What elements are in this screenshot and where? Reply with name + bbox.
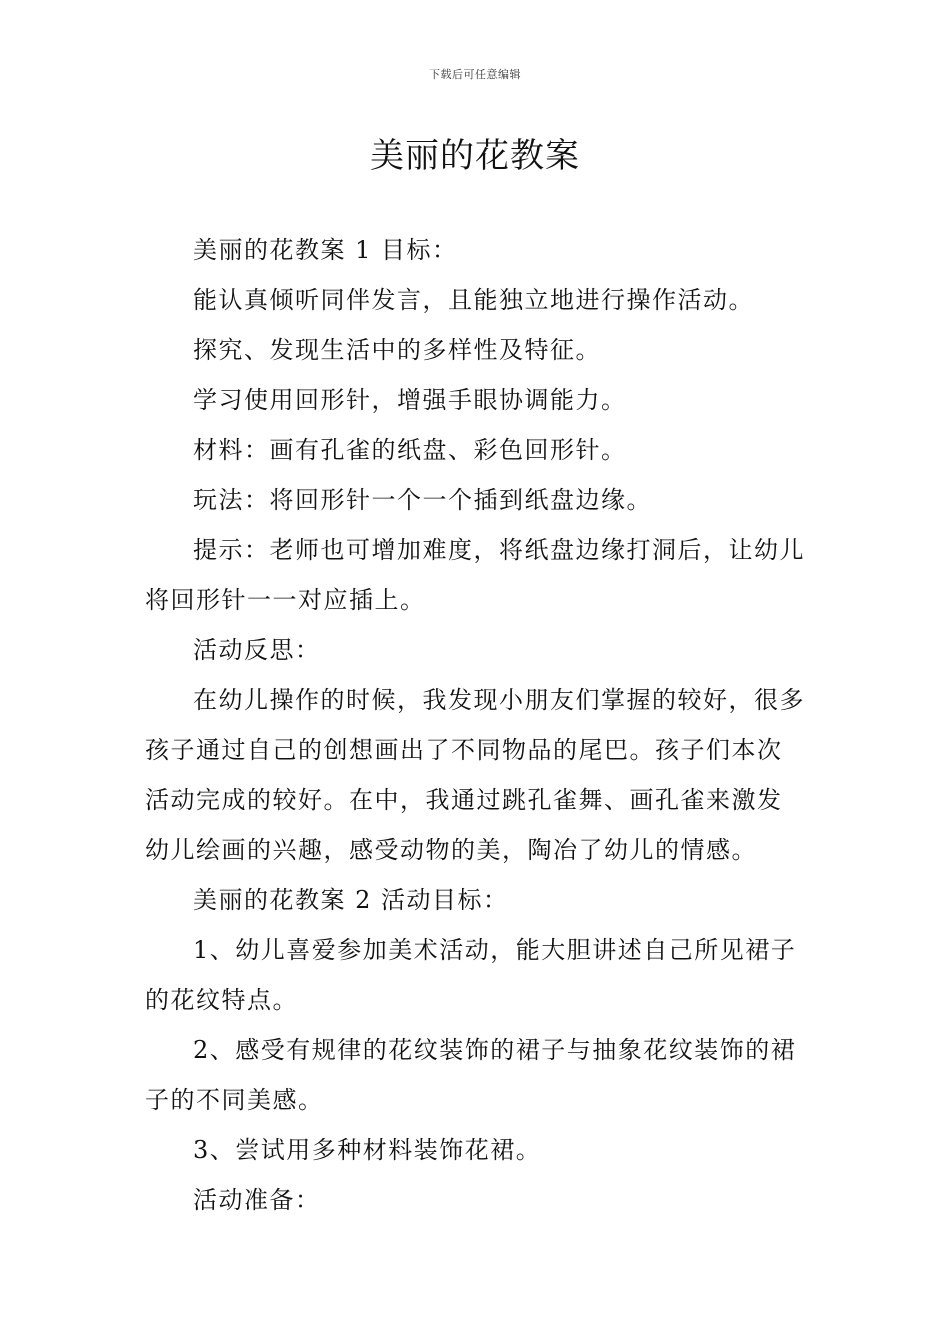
paragraph-goal-3: 3、尝试用多种材料装饰花裙。 — [193, 1136, 542, 1164]
paragraph-materials: 材料：画有孔雀的纸盘、彩色回形针。 — [193, 436, 627, 464]
paragraph-lesson2-goal-heading: 美丽的花教案 2 活动目标： — [193, 886, 509, 914]
document-title: 美丽的花教案 — [370, 136, 580, 176]
paragraph-tip: 提示：老师也可增加难度，将纸盘边缘打洞后，让幼儿将回形针一一对应插上。 — [145, 536, 805, 614]
document-body — [145, 225, 807, 1225]
paragraph-goal-explore: 探究、发现生活中的多样性及特征。 — [193, 336, 601, 364]
paragraph-goal-listen: 能认真倾听同伴发言，且能独立地进行操作活动。 — [193, 286, 754, 314]
paragraph-goal-paperclip: 学习使用回形针，增强手眼协调能力。 — [193, 386, 627, 414]
paragraph-play-method: 玩法：将回形针一个一个插到纸盘边缘。 — [193, 486, 652, 514]
header-note: 下载后可任意编辑 — [429, 68, 521, 81]
paragraph-reflection-heading: 活动反思： — [193, 636, 321, 664]
paragraph-preparation-heading: 活动准备： — [193, 1186, 321, 1214]
paragraph-reflection-body: 在幼儿操作的时候，我发现小朋友们掌握的较好，很多孩子通过自己的创想画出了不同物品的尾巴。孩子们本次活动完成的较好。在中，我通过跳孔雀舞、画孔雀来激发幼儿绘画的兴趣，感受动物的美，陶冶了幼儿的情感。 — [145, 686, 805, 864]
paragraph-goal-2: 2、感受有规律的花纹装饰的裙子与抽象花纹装饰的裙子的不同美感。 — [145, 1036, 797, 1114]
paragraph-lesson1-goal-heading: 美丽的花教案 1 目标： — [193, 236, 458, 264]
paragraph-goal-1: 1、幼儿喜爱参加美术活动，能大胆讲述自己所见裙子的花纹特点。 — [145, 936, 797, 1014]
